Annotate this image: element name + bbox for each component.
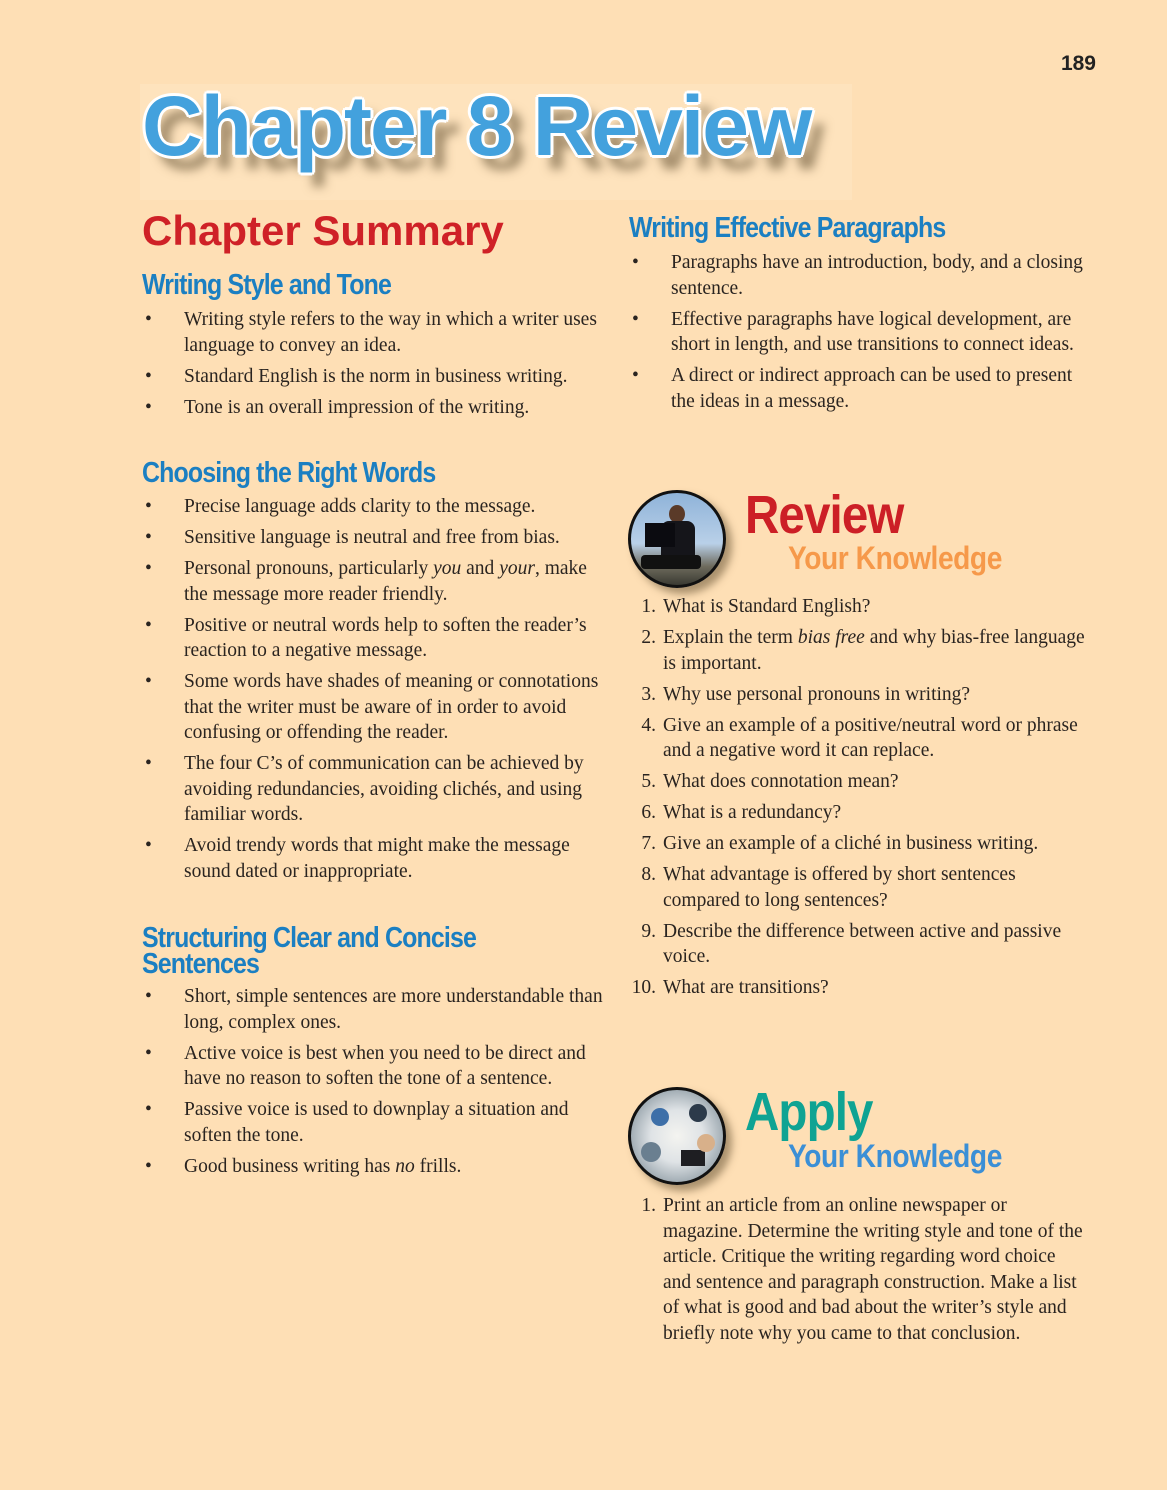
bullet-item [145, 613, 607, 664]
bullet-list-paragraphs [632, 250, 1087, 420]
item-text: What is a redundancy? [663, 802, 842, 823]
numbered-item [629, 831, 1087, 857]
item-text: Describe the difference between active and passive voice. [663, 920, 1062, 967]
item-text: What advantage is offered by short sentences compared to long sentences? [663, 864, 1016, 911]
numbered-item [629, 975, 1087, 1001]
section-heading-style-tone: Writing Style and Tone [142, 269, 391, 301]
bullet-item [145, 984, 607, 1035]
bullet-icon: • [145, 309, 152, 330]
bullet-icon: • [145, 671, 152, 692]
bullet-item [145, 1041, 607, 1092]
item-text: Effective paragraphs have logical development, are short in length, and use transitions to connect ideas. [671, 308, 1074, 355]
section-heading-paragraphs: Writing Effective Paragraphs [629, 212, 946, 244]
bullet-item [145, 1097, 607, 1148]
numbered-item [629, 1193, 1087, 1346]
bullet-item [145, 833, 607, 884]
review-questions-list [629, 594, 1087, 1006]
item-number: 2. [641, 627, 656, 648]
item-text: What is Standard English? [663, 596, 871, 617]
item-text: Positive or neutral words help to soften the reader’s reaction to a negative message. [184, 614, 587, 661]
item-text: The four C’s of communication can be achieved by avoiding redundancies, avoiding clichés, and using familiar words. [184, 753, 584, 825]
item-number: 3. [641, 683, 656, 705]
bullet-icon: • [632, 308, 639, 330]
item-text: Active voice is best when you need to be direct and have no reason to soften the tone of a sentence. [184, 1042, 586, 1089]
item-text: Some words have shades of meaning or connotations that the writer must be aware of in order to avoid confusing or offending the reader. [184, 671, 599, 743]
section-heading-sentences: Structuring Clear and Concise Sentences [142, 922, 476, 980]
bullet-icon: • [145, 496, 152, 517]
bullet-item [145, 669, 607, 746]
bullet-icon: • [145, 396, 152, 418]
bullet-item [632, 307, 1087, 358]
bullet-item [632, 363, 1087, 414]
bullet-item [145, 364, 607, 390]
bullet-list-right-words [145, 494, 607, 890]
apply-word: Apply [745, 1082, 873, 1142]
item-text: Why use personal pronouns in writing? [663, 683, 971, 705]
chapter-title: Chapter 8 Review [142, 79, 811, 173]
item-text: What does connotation mean? [663, 771, 899, 792]
bullet-icon: • [145, 1042, 152, 1064]
bullet-icon: • [145, 753, 152, 774]
apply-activities-list [629, 1193, 1087, 1352]
item-text: Give an example of a cliché in business writing. [663, 833, 1039, 854]
numbered-item [629, 800, 1087, 826]
emphasized-text: bias free [797, 627, 865, 648]
item-number: 1. [641, 596, 656, 617]
item-text: Sensitive language is neutral and free from bias. [184, 527, 560, 548]
item-number: 1. [641, 1195, 656, 1216]
emphasized-text: you [433, 558, 462, 579]
emphasized-text: no [395, 1155, 415, 1177]
numbered-item [629, 594, 1087, 620]
bullet-icon: • [632, 365, 639, 386]
item-text: Print an article from an online newspaper or magazine. Determine the writing style and tone of the article. Critique the writing regarding word choice and sentence and paragraph construction. Make a list of what is good and bad about the writer’s style and briefly note why you came to that conclusion. [663, 1195, 1083, 1344]
bullet-icon: • [145, 365, 152, 387]
item-number: 4. [641, 714, 656, 736]
chapter-summary-heading: Chapter Summary [142, 207, 504, 254]
bullet-icon: • [145, 614, 152, 636]
item-text: Give an example of a positive/neutral word or phrase and a negative word it can replace. [663, 714, 1078, 761]
bullet-icon: • [145, 1155, 152, 1177]
item-number: 8. [641, 864, 656, 885]
item-text: and [461, 558, 500, 579]
item-text: Paragraphs have an introduction, body, and a closing sentence. [671, 252, 1083, 299]
numbered-item [629, 682, 1087, 708]
numbered-item [629, 919, 1087, 970]
bullet-item [145, 751, 607, 828]
item-number: 6. [641, 802, 656, 823]
item-text: Tone is an overall impression of the writing. [184, 396, 530, 418]
section-heading-right-words: Choosing the Right Words [142, 457, 436, 489]
item-text: Explain the term [663, 627, 798, 648]
item-text: , make the message more reader friendly. [184, 558, 587, 605]
bullet-list-style-tone [145, 307, 607, 426]
item-text: A direct or indirect approach can be used to present the ideas in a message. [671, 365, 1073, 412]
bullet-item [145, 307, 607, 358]
item-number: 10. [631, 977, 656, 998]
bullet-icon: • [145, 835, 152, 856]
page-number: 189 [1060, 52, 1096, 75]
bullet-icon: • [145, 527, 152, 548]
emphasized-text: your [499, 558, 535, 579]
item-text: frills. [414, 1155, 462, 1177]
team-meeting-photo-icon [628, 1087, 726, 1185]
review-word: Review [745, 485, 904, 545]
item-text: Short, simple sentences are more understandable than long, complex ones. [184, 986, 603, 1033]
bullet-item [145, 556, 607, 607]
bullet-icon: • [145, 558, 152, 579]
item-text: Avoid trendy words that might make the message sound dated or inappropriate. [184, 835, 570, 882]
item-text: Writing style refers to the way in which a writer uses language to convey an idea. [184, 309, 597, 356]
apply-your-knowledge: Your Knowledge [788, 1138, 1002, 1174]
item-text: Personal pronouns, particularly [184, 558, 434, 579]
item-number: 5. [641, 771, 656, 792]
bullet-item [145, 525, 607, 551]
numbered-item [629, 713, 1087, 764]
item-text: Passive voice is used to downplay a situation and soften the tone. [184, 1099, 569, 1146]
item-text: and why bias-free language is important. [663, 627, 1085, 674]
bullet-item [145, 1154, 607, 1180]
numbered-item [629, 625, 1087, 676]
item-number: 7. [641, 833, 656, 854]
bullet-icon: • [145, 1099, 152, 1120]
bullet-icon: • [145, 986, 152, 1007]
item-text: What are transitions? [663, 977, 829, 998]
bullet-item [145, 494, 607, 520]
businessman-laptop-photo-icon [628, 490, 726, 588]
review-your-knowledge: Your Knowledge [788, 540, 1002, 576]
item-number: 9. [641, 920, 656, 942]
item-text: Precise language adds clarity to the message. [184, 496, 536, 517]
item-text: Good business writing has [184, 1155, 396, 1177]
bullet-item [145, 395, 607, 421]
bullet-item [632, 250, 1087, 301]
numbered-item [629, 862, 1087, 913]
numbered-item [629, 769, 1087, 795]
bullet-icon: • [632, 252, 639, 273]
item-text: Standard English is the norm in business writing. [184, 365, 568, 387]
bullet-list-sentences [145, 984, 607, 1185]
